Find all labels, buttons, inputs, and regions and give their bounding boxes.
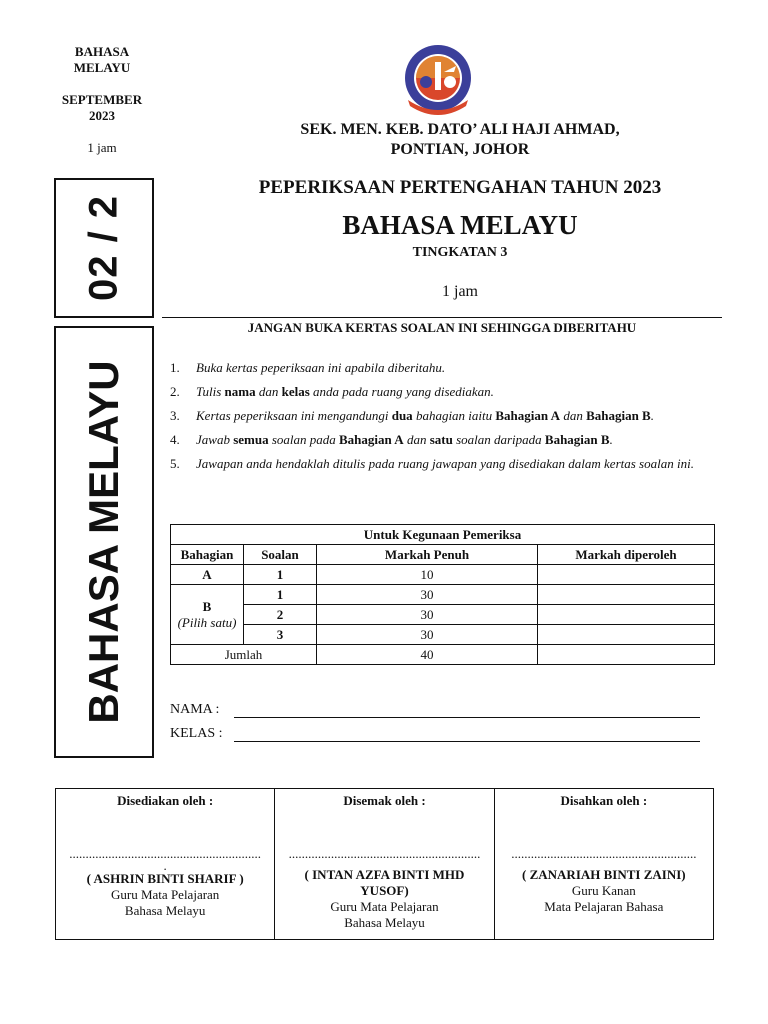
total-label: Jumlah	[171, 645, 317, 665]
school-name-line1: SEK. MEN. KEB. DATO’ ALI HAJI AHMAD,	[300, 121, 620, 138]
instruction-emphasis: nama	[224, 384, 256, 399]
info-month: SEPTEMBER	[61, 92, 143, 107]
table-row	[171, 585, 715, 605]
instruction-text	[196, 456, 712, 472]
name-label: NAMA :	[170, 702, 220, 717]
instruction-item	[170, 360, 712, 376]
section-b-full-mark: 30	[317, 605, 538, 625]
instruction-run: dan	[403, 432, 430, 447]
signature-name: ( ZANARIAH BINTI ZAINI)	[522, 867, 686, 882]
signature-heading: Disahkan oleh :	[560, 793, 648, 808]
section-b-label: B	[202, 598, 212, 614]
instruction-emphasis: semua	[233, 432, 269, 447]
instruction-run: Buka kertas peperiksaan ini apabila diberitahu.	[196, 360, 446, 375]
instruction-run: .	[609, 432, 613, 447]
header-soalan: Soalan	[244, 545, 317, 565]
instruction-run: soalan pada	[268, 432, 340, 447]
signature-heading: Disemak oleh :	[343, 793, 426, 808]
school-name-line2: PONTIAN, JOHOR	[390, 141, 530, 158]
total-obtained[interactable]	[538, 645, 715, 665]
section-b-full-mark: 30	[317, 625, 538, 645]
instructions-list	[170, 360, 712, 480]
instruction-number: 5.	[170, 456, 180, 471]
signature-reviewed	[275, 789, 494, 940]
section-b-question: 2	[244, 605, 317, 625]
instruction-run: Tulis	[196, 384, 225, 399]
section-b-cell	[171, 585, 244, 645]
section-b-obtained[interactable]	[538, 585, 715, 605]
instruction-run: .	[650, 408, 654, 423]
instruction-emphasis: kelas	[281, 384, 310, 399]
instruction-item	[170, 408, 712, 424]
section-a-question: 1	[244, 565, 317, 585]
signature-prepared: Disediakan oleh : ........................................................... . ( ASHRIN BINTI SHARIF ) Guru Mata Pelajaran Bahasa Melayu	[56, 789, 275, 940]
instruction-item	[170, 384, 712, 400]
header-markah-penuh: Markah Penuh	[317, 545, 538, 565]
name-input-line[interactable]	[234, 705, 700, 718]
instruction-run: dan	[560, 408, 587, 423]
instruction-item	[170, 456, 712, 472]
instruction-emphasis: Bahagian B	[586, 408, 651, 423]
table-row	[171, 565, 715, 585]
level-label: TINGKATAN 3	[412, 245, 508, 260]
info-subject-line1: BAHASA	[74, 44, 130, 59]
instruction-run: dan	[255, 384, 282, 399]
instruction-run: soalan daripada	[452, 432, 545, 447]
instruction-run: bahagian iaitu	[412, 408, 496, 423]
score-table-title: Untuk Kegunaan Pemeriksa	[171, 525, 715, 545]
section-b-question: 1	[244, 585, 317, 605]
instruction-text	[196, 408, 712, 424]
total-full-mark: 40	[317, 645, 538, 665]
paper-info	[56, 44, 148, 156]
section-b-note: (Pilih satu)	[177, 614, 237, 630]
instruction-emphasis: dua	[391, 408, 413, 423]
signature-name: ( ASHRIN BINTI SHARIF )	[86, 871, 244, 886]
class-field	[170, 726, 700, 742]
signature-role: Mata Pelajaran Bahasa	[544, 899, 664, 914]
subject-side-box	[54, 326, 154, 758]
instruction-item	[170, 432, 712, 448]
section-b-obtained[interactable]	[538, 625, 715, 645]
signature-line: ...........................................................	[288, 846, 481, 861]
instruction-run: Jawapan anda hendaklah ditulis pada ruang jawapan yang disediakan dalam kertas soalan ini.	[196, 456, 694, 471]
instruction-text	[196, 432, 712, 448]
header-bahagian: Bahagian	[171, 545, 244, 565]
exam-title: PEPERIKSAAN PERTENGAHAN TAHUN 2023	[258, 177, 662, 198]
section-b-obtained[interactable]	[538, 605, 715, 625]
signature-role: Bahasa Melayu	[124, 903, 206, 918]
table-row	[171, 625, 715, 645]
info-duration: 1 jam	[87, 140, 117, 155]
class-input-line[interactable]	[234, 729, 700, 742]
school-name	[160, 120, 760, 160]
instruction-number: 3.	[170, 408, 180, 423]
school-logo	[400, 42, 476, 118]
examiner-score-table	[170, 524, 715, 665]
info-year: 2023	[89, 108, 115, 123]
paper-code-box	[54, 178, 154, 318]
subject-title: BAHASA MELAYU	[342, 210, 578, 240]
instruction-run: anda pada ruang yang disediakan.	[309, 384, 494, 399]
header-markah-diperoleh: Markah diperoleh	[538, 545, 715, 565]
signature-role: Guru Mata Pelajaran	[111, 887, 220, 902]
warning-text: JANGAN BUKA KERTAS SOALAN INI SEHINGGA DIBERITAHU	[247, 320, 637, 335]
signature-approved	[494, 789, 713, 940]
instruction-number: 2.	[170, 384, 180, 399]
section-a-full-mark: 10	[317, 565, 538, 585]
header-divider	[162, 317, 722, 318]
instruction-run: Jawab	[196, 432, 234, 447]
signature-line: .........................................................	[511, 846, 697, 861]
section-b-question: 3	[244, 625, 317, 645]
instruction-text	[196, 384, 712, 400]
instruction-emphasis: Bahagian B	[544, 432, 610, 447]
signature-role: Bahasa Melayu	[344, 915, 425, 930]
section-a-obtained[interactable]	[538, 565, 715, 585]
section-a-label: A	[171, 565, 244, 585]
instruction-emphasis: Bahagian A	[339, 432, 404, 447]
info-subject-line2: MELAYU	[73, 60, 131, 75]
instruction-run: Kertas peperiksaan ini mengandungi	[196, 408, 392, 423]
name-field	[170, 702, 700, 718]
signature-heading: Disediakan oleh :	[117, 793, 214, 808]
duration-label: 1 jam	[442, 283, 478, 300]
instruction-emphasis: Bahagian A	[495, 408, 561, 423]
section-b-full-mark: 30	[317, 585, 538, 605]
signature-role: Guru Mata Pelajaran	[330, 899, 439, 914]
signature-role: Guru Kanan	[571, 883, 636, 898]
table-row	[171, 645, 715, 665]
class-label: KELAS :	[170, 726, 223, 741]
signature-name: ( INTAN AZFA BINTI MHD YUSOF)	[304, 867, 465, 898]
instruction-emphasis: satu	[429, 432, 453, 447]
signature-line: ...........................................................	[69, 846, 262, 861]
instruction-number: 4.	[170, 432, 180, 447]
instruction-text	[196, 360, 712, 376]
subject-side-label: BAHASA MELAYU	[80, 360, 127, 724]
paper-code: 02 / 2	[81, 194, 126, 302]
signature-table	[55, 788, 714, 940]
instruction-number: 1.	[170, 360, 180, 375]
table-row	[171, 605, 715, 625]
